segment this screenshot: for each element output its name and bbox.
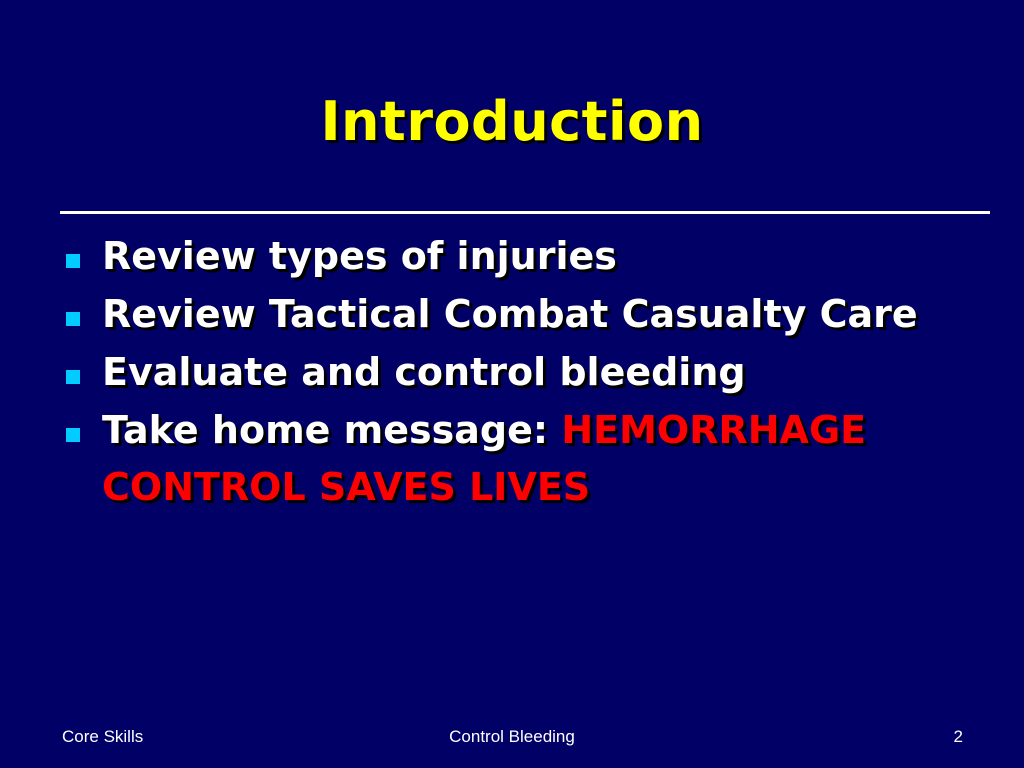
- page-number: 2: [953, 727, 963, 746]
- footer-course-name: Core Skills: [62, 727, 144, 746]
- square-bullet-icon: [66, 312, 80, 326]
- bullet-item-take-home-message: [60, 402, 960, 516]
- emphasis-text: HEMORRHAGE CONTROL SAVES LIVES: [102, 408, 867, 509]
- bullet-item-control-bleeding: [60, 344, 960, 401]
- bullet-text: Evaluate and control bleeding: [102, 350, 746, 394]
- bullet-item-review-injuries: [60, 228, 960, 285]
- title-divider: [60, 211, 990, 214]
- square-bullet-icon: [66, 370, 80, 384]
- bullet-text: Review types of injuries: [102, 234, 617, 278]
- footer-topic: Control Bleeding: [449, 727, 575, 746]
- square-bullet-icon: [66, 254, 80, 268]
- bullet-text: Review Tactical Combat Casualty Care: [102, 292, 918, 336]
- slide-title: Introduction: [320, 90, 704, 153]
- bullet-item-review-tccc: [60, 286, 960, 343]
- square-bullet-icon: [66, 428, 80, 442]
- bullet-list: [60, 228, 960, 517]
- bullet-text: Take home message:: [102, 408, 562, 452]
